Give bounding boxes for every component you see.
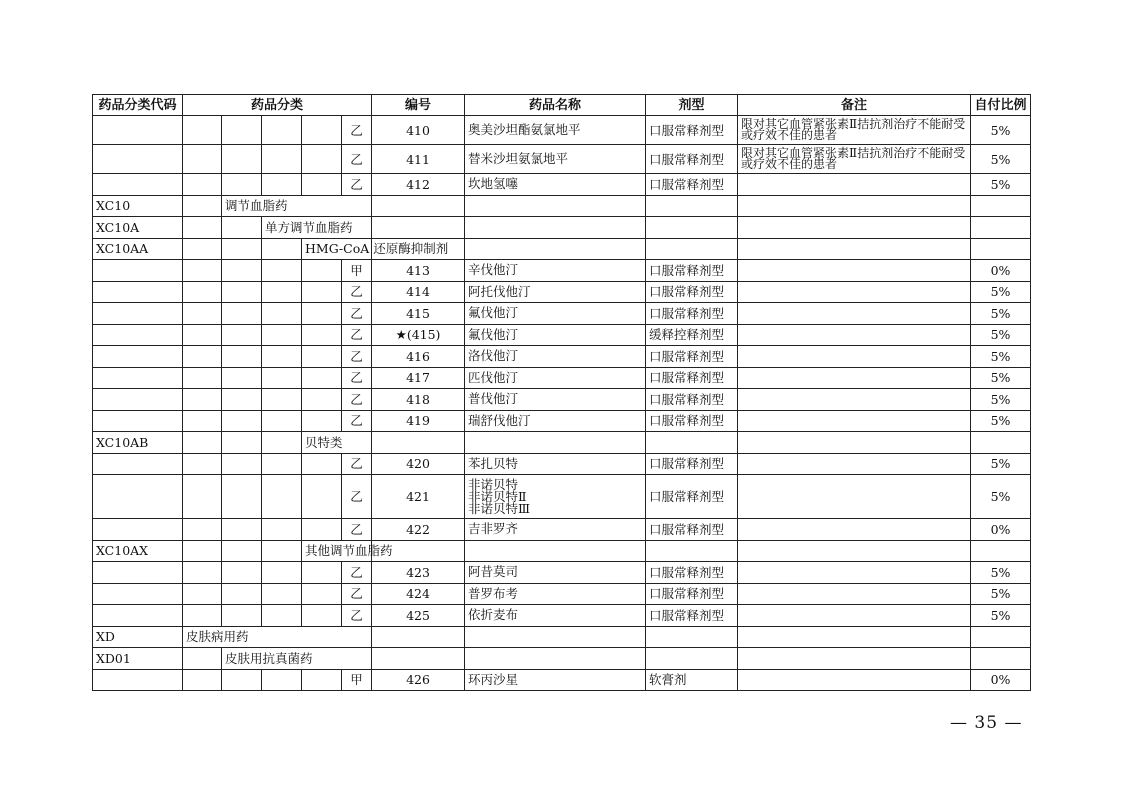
table-row <box>93 324 1031 346</box>
cell-form: 口服常释剂型 <box>646 583 738 605</box>
header-name: 药品名称 <box>465 95 646 116</box>
cell-category-level <box>183 303 222 325</box>
category-row <box>93 626 1031 648</box>
cell-remark <box>738 583 971 605</box>
cell-category-level <box>222 174 262 196</box>
cell-category-level <box>302 389 342 411</box>
cell-code <box>93 281 183 303</box>
cell-copay <box>971 648 1031 670</box>
cell-form: 口服常释剂型 <box>646 389 738 411</box>
cell-category-level <box>302 475 342 519</box>
table-row <box>93 475 1031 519</box>
cell-copay: 5% <box>971 116 1031 145</box>
cell-category-level <box>183 346 222 368</box>
table-row <box>93 174 1031 196</box>
cell-drug-name: 普伐他汀 <box>465 389 646 411</box>
cell-number: 418 <box>372 389 465 411</box>
cell-remark <box>738 453 971 475</box>
cell-grade: 乙 <box>342 453 372 475</box>
category-row <box>93 648 1031 670</box>
cell-category-level <box>302 116 342 145</box>
cell-category-level <box>262 174 302 196</box>
cell-form: 口服常释剂型 <box>646 562 738 584</box>
cell-category-level <box>262 389 302 411</box>
cell-drug-name <box>465 540 646 562</box>
cell-code: XD01 <box>93 648 183 670</box>
table-row <box>93 260 1031 282</box>
cell-category-level <box>222 238 262 260</box>
cell-form <box>646 540 738 562</box>
cell-code: XC10AB <box>93 432 183 454</box>
cell-category-level <box>222 116 262 145</box>
cell-grade: 乙 <box>342 410 372 432</box>
cell-copay: 5% <box>971 583 1031 605</box>
cell-copay <box>971 195 1031 217</box>
cell-remark <box>738 648 971 670</box>
cell-grade: 甲 <box>342 669 372 691</box>
cell-remark <box>738 303 971 325</box>
cell-category-level <box>262 583 302 605</box>
cell-number: 419 <box>372 410 465 432</box>
cell-category-level <box>302 281 342 303</box>
cell-code <box>93 367 183 389</box>
cell-category-level <box>183 432 222 454</box>
cell-drug-name: 阿昔莫司 <box>465 562 646 584</box>
cell-grade: 乙 <box>342 519 372 541</box>
cell-category-level <box>183 174 222 196</box>
cell-remark <box>738 626 971 648</box>
category-row <box>93 238 1031 260</box>
cell-category-level <box>183 367 222 389</box>
cell-category-level <box>183 195 222 217</box>
table-row <box>93 410 1031 432</box>
cell-category-label: 其他调节血脂药 <box>302 540 372 562</box>
cell-category-level <box>262 260 302 282</box>
header-form: 剂型 <box>646 95 738 116</box>
cell-code <box>93 324 183 346</box>
cell-drug-name: 洛伐他汀 <box>465 346 646 368</box>
cell-drug-name: 匹伐他汀 <box>465 367 646 389</box>
table-row <box>93 281 1031 303</box>
table-row <box>93 145 1031 174</box>
cell-copay: 0% <box>971 519 1031 541</box>
table-row <box>93 303 1031 325</box>
table-row <box>93 583 1031 605</box>
cell-category-level <box>302 367 342 389</box>
header-row <box>93 95 1031 116</box>
cell-remark <box>738 410 971 432</box>
cell-number <box>372 195 465 217</box>
cell-copay: 5% <box>971 475 1031 519</box>
cell-category-level <box>222 281 262 303</box>
cell-drug-name <box>465 217 646 239</box>
cell-remark <box>738 562 971 584</box>
cell-category-level <box>302 519 342 541</box>
cell-category-level <box>262 432 302 454</box>
cell-category-level <box>222 605 262 627</box>
cell-code <box>93 669 183 691</box>
cell-category-level <box>183 605 222 627</box>
cell-drug-name <box>465 238 646 260</box>
cell-form: 口服常释剂型 <box>646 346 738 368</box>
cell-category-label: 贝特类 <box>302 432 372 454</box>
cell-form <box>646 238 738 260</box>
page-number: — 35 — <box>950 713 1023 733</box>
cell-category-level <box>183 540 222 562</box>
cell-category-level <box>222 346 262 368</box>
cell-code <box>93 475 183 519</box>
cell-category-level <box>262 324 302 346</box>
cell-drug-name <box>465 626 646 648</box>
cell-code <box>93 583 183 605</box>
cell-form: 口服常释剂型 <box>646 303 738 325</box>
cell-copay: 5% <box>971 453 1031 475</box>
cell-category-level <box>262 410 302 432</box>
cell-drug-name <box>465 195 646 217</box>
cell-category-label: 皮肤用抗真菌药 <box>222 648 372 670</box>
cell-category-level <box>222 583 262 605</box>
cell-remark <box>738 195 971 217</box>
cell-category-level <box>183 260 222 282</box>
cell-code <box>93 453 183 475</box>
cell-drug-name: 坎地氢噻 <box>465 174 646 196</box>
table-row <box>93 519 1031 541</box>
cell-remark <box>738 238 971 260</box>
cell-copay: 5% <box>971 145 1031 174</box>
cell-remark <box>738 540 971 562</box>
cell-copay: 5% <box>971 303 1031 325</box>
cell-copay <box>971 217 1031 239</box>
cell-grade: 乙 <box>342 116 372 145</box>
cell-form: 口服常释剂型 <box>646 281 738 303</box>
cell-number: 415 <box>372 303 465 325</box>
cell-copay <box>971 238 1031 260</box>
cell-code <box>93 116 183 145</box>
cell-form <box>646 217 738 239</box>
cell-drug-name: 环丙沙星 <box>465 669 646 691</box>
cell-form: 口服常释剂型 <box>646 174 738 196</box>
cell-code <box>93 260 183 282</box>
cell-form: 口服常释剂型 <box>646 475 738 519</box>
cell-drug-name: 普罗布考 <box>465 583 646 605</box>
cell-category-level <box>222 562 262 584</box>
table-row <box>93 669 1031 691</box>
cell-drug-name: 氟伐他汀 <box>465 303 646 325</box>
cell-category-level <box>262 605 302 627</box>
cell-category-level <box>183 562 222 584</box>
cell-drug-name: 阿托伐他汀 <box>465 281 646 303</box>
cell-form <box>646 432 738 454</box>
cell-category-level <box>302 669 342 691</box>
cell-category-level <box>302 583 342 605</box>
cell-remark <box>738 389 971 411</box>
header-copay: 自付比例 <box>971 95 1031 116</box>
cell-category-level <box>183 116 222 145</box>
cell-category-level <box>183 583 222 605</box>
cell-remark <box>738 217 971 239</box>
cell-category-level <box>183 145 222 174</box>
cell-category-level <box>183 324 222 346</box>
cell-number: 425 <box>372 605 465 627</box>
cell-drug-name <box>465 648 646 670</box>
cell-grade: 乙 <box>342 281 372 303</box>
cell-number: 423 <box>372 562 465 584</box>
cell-remark <box>738 519 971 541</box>
cell-grade: 乙 <box>342 605 372 627</box>
cell-category-level <box>262 669 302 691</box>
cell-category-level <box>222 519 262 541</box>
cell-category-level <box>262 346 302 368</box>
cell-number <box>372 432 465 454</box>
cell-category-level <box>262 540 302 562</box>
cell-category-level <box>302 174 342 196</box>
cell-code <box>93 145 183 174</box>
cell-number: 410 <box>372 116 465 145</box>
cell-grade: 乙 <box>342 174 372 196</box>
cell-remark <box>738 260 971 282</box>
cell-code <box>93 562 183 584</box>
header-category: 药品分类 <box>183 95 372 116</box>
cell-category-level <box>183 453 222 475</box>
cell-code <box>93 410 183 432</box>
cell-form: 口服常释剂型 <box>646 367 738 389</box>
cell-category-level <box>222 475 262 519</box>
cell-category-level <box>222 145 262 174</box>
cell-category-level <box>183 238 222 260</box>
cell-form <box>646 648 738 670</box>
cell-grade: 乙 <box>342 562 372 584</box>
cell-category-level <box>262 238 302 260</box>
cell-number: 411 <box>372 145 465 174</box>
cell-drug-name: 瑞舒伐他汀 <box>465 410 646 432</box>
cell-number: 422 <box>372 519 465 541</box>
cell-copay: 5% <box>971 281 1031 303</box>
cell-category-level <box>183 648 222 670</box>
cell-copay <box>971 540 1031 562</box>
cell-category-level <box>262 453 302 475</box>
category-row <box>93 432 1031 454</box>
drug-table <box>92 94 1031 691</box>
cell-number <box>372 648 465 670</box>
cell-remark <box>738 605 971 627</box>
cell-category-level <box>302 410 342 432</box>
category-row <box>93 195 1031 217</box>
cell-category-level <box>222 260 262 282</box>
cell-category-label: 皮肤病用药 <box>183 626 372 648</box>
cell-category-label: 单方调节血脂药 <box>262 217 372 239</box>
cell-number: 417 <box>372 367 465 389</box>
cell-code <box>93 346 183 368</box>
cell-category-label: 调节血脂药 <box>222 195 372 217</box>
cell-category-level <box>222 217 262 239</box>
cell-category-level <box>183 410 222 432</box>
table-row <box>93 367 1031 389</box>
cell-remark <box>738 281 971 303</box>
cell-category-level <box>302 346 342 368</box>
cell-copay: 5% <box>971 346 1031 368</box>
cell-category-level <box>262 281 302 303</box>
cell-form: 软膏剂 <box>646 669 738 691</box>
cell-category-level <box>262 303 302 325</box>
header-number: 编号 <box>372 95 465 116</box>
cell-category-level <box>222 410 262 432</box>
cell-category-level <box>222 324 262 346</box>
cell-number: 424 <box>372 583 465 605</box>
category-row <box>93 217 1031 239</box>
cell-category-level <box>222 303 262 325</box>
cell-category-level <box>222 367 262 389</box>
cell-remark <box>738 475 971 519</box>
cell-form: 口服常释剂型 <box>646 145 738 174</box>
cell-category-level <box>262 475 302 519</box>
cell-category-level <box>183 217 222 239</box>
cell-number: 414 <box>372 281 465 303</box>
table-row <box>93 562 1031 584</box>
cell-form: 口服常释剂型 <box>646 260 738 282</box>
cell-code: XC10A <box>93 217 183 239</box>
table-row <box>93 389 1031 411</box>
cell-code: XD <box>93 626 183 648</box>
cell-drug-name: 奥美沙坦酯氨氯地平 <box>465 116 646 145</box>
cell-drug-name: 氟伐他汀 <box>465 324 646 346</box>
cell-category-level <box>222 453 262 475</box>
cell-code: XC10AA <box>93 238 183 260</box>
cell-category-level <box>222 540 262 562</box>
cell-code <box>93 519 183 541</box>
cell-drug-name: 依折麦布 <box>465 605 646 627</box>
cell-copay: 5% <box>971 562 1031 584</box>
cell-grade: 乙 <box>342 475 372 519</box>
cell-drug-name: 非诺贝特 非诺贝特Ⅱ 非诺贝特Ⅲ <box>465 475 646 519</box>
cell-category-level <box>183 389 222 411</box>
cell-category-level <box>183 475 222 519</box>
cell-number <box>372 217 465 239</box>
cell-grade: 乙 <box>342 389 372 411</box>
cell-form <box>646 195 738 217</box>
cell-remark: 限对其它血管紧张素Ⅱ拮抗剂治疗不能耐受或疗效不佳的患者 <box>738 116 971 145</box>
cell-category-level <box>302 562 342 584</box>
cell-remark <box>738 174 971 196</box>
cell-drug-name <box>465 432 646 454</box>
table-body <box>93 116 1031 691</box>
cell-copay: 0% <box>971 669 1031 691</box>
cell-drug-name: 吉非罗齐 <box>465 519 646 541</box>
cell-drug-name: 辛伐他汀 <box>465 260 646 282</box>
cell-copay: 5% <box>971 389 1031 411</box>
cell-form: 口服常释剂型 <box>646 605 738 627</box>
cell-category-level <box>222 669 262 691</box>
cell-category-level <box>183 519 222 541</box>
cell-category-level <box>262 519 302 541</box>
cell-category-level <box>262 367 302 389</box>
cell-grade: 乙 <box>342 303 372 325</box>
cell-code: XC10AX <box>93 540 183 562</box>
cell-grade: 乙 <box>342 324 372 346</box>
cell-form: 口服常释剂型 <box>646 410 738 432</box>
cell-category-level <box>302 324 342 346</box>
cell-number: 413 <box>372 260 465 282</box>
cell-remark <box>738 346 971 368</box>
cell-code: XC10 <box>93 195 183 217</box>
cell-grade: 甲 <box>342 260 372 282</box>
cell-form: 口服常释剂型 <box>646 453 738 475</box>
table-row <box>93 453 1031 475</box>
cell-category-label: HMG-CoA 还原酶抑制剂 <box>302 238 372 260</box>
cell-category-level <box>302 260 342 282</box>
cell-code <box>93 303 183 325</box>
cell-number: ★(415) <box>372 324 465 346</box>
cell-category-level <box>262 116 302 145</box>
cell-number <box>372 626 465 648</box>
cell-remark <box>738 669 971 691</box>
cell-category-level <box>302 453 342 475</box>
cell-category-level <box>262 145 302 174</box>
cell-category-level <box>262 562 302 584</box>
cell-category-level <box>302 145 342 174</box>
cell-remark <box>738 432 971 454</box>
cell-category-level <box>302 303 342 325</box>
cell-number: 412 <box>372 174 465 196</box>
cell-copay: 0% <box>971 260 1031 282</box>
cell-drug-name: 苯扎贝特 <box>465 453 646 475</box>
cell-category-level <box>222 432 262 454</box>
cell-code <box>93 389 183 411</box>
cell-copay: 5% <box>971 324 1031 346</box>
cell-copay: 5% <box>971 605 1031 627</box>
cell-number: 421 <box>372 475 465 519</box>
cell-remark: 限对其它血管紧张素Ⅱ拮抗剂治疗不能耐受或疗效不佳的患者 <box>738 145 971 174</box>
cell-grade: 乙 <box>342 145 372 174</box>
table-row <box>93 116 1031 145</box>
cell-copay: 5% <box>971 174 1031 196</box>
header-remark: 备注 <box>738 95 971 116</box>
cell-drug-name: 替米沙坦氨氯地平 <box>465 145 646 174</box>
cell-grade: 乙 <box>342 583 372 605</box>
cell-category-level <box>302 605 342 627</box>
cell-copay <box>971 626 1031 648</box>
cell-remark <box>738 324 971 346</box>
cell-grade: 乙 <box>342 346 372 368</box>
cell-remark <box>738 367 971 389</box>
category-row <box>93 540 1031 562</box>
cell-form: 口服常释剂型 <box>646 519 738 541</box>
cell-category-level <box>183 281 222 303</box>
cell-number: 420 <box>372 453 465 475</box>
cell-category-level <box>183 669 222 691</box>
header-code: 药品分类代码 <box>93 95 183 116</box>
table-row <box>93 605 1031 627</box>
cell-copay <box>971 432 1031 454</box>
cell-form: 口服常释剂型 <box>646 116 738 145</box>
cell-code <box>93 174 183 196</box>
cell-copay: 5% <box>971 410 1031 432</box>
cell-grade: 乙 <box>342 367 372 389</box>
table-row <box>93 346 1031 368</box>
cell-number: 426 <box>372 669 465 691</box>
cell-form <box>646 626 738 648</box>
cell-form: 缓释控释剂型 <box>646 324 738 346</box>
cell-number: 416 <box>372 346 465 368</box>
cell-code <box>93 605 183 627</box>
cell-category-level <box>222 389 262 411</box>
cell-copay: 5% <box>971 367 1031 389</box>
